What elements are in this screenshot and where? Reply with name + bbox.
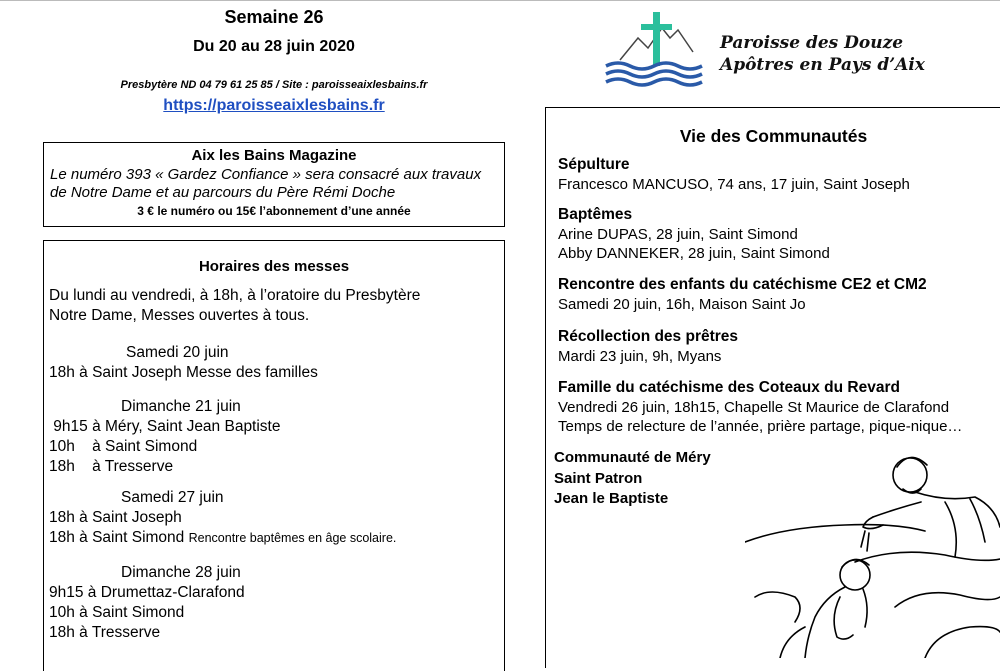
mass-schedule-title: Horaires des messes [198,258,350,275]
magazine-description: Le numéro 393 « Gardez Confiance » sera consacré aux travaux de Notre Dame et au parcours du Père Rémi Doche [50,166,482,201]
week-title: Semaine 26 [224,7,324,27]
parish-logo [598,8,703,92]
mass-entry: 18h à Tresserve [49,624,161,641]
weekday-mass-info: Du lundi au vendredi, à 18h, à l’oratoire du Presbytère [49,287,421,304]
mery-saint-patron: Saint Patron [554,470,643,487]
section-heading: Rencontre des enfants du catéchisme CE2 et CM2 [558,276,927,293]
parish-name [720,32,925,76]
section-line: Abby DANNEKER, 28 juin, Saint Simond [558,245,830,262]
weekday-mass-info-cont: Notre Dame, Messes ouvertes à tous. [49,307,310,324]
section-heading: Baptêmes [558,206,633,223]
mass-entry: 18h à Saint Joseph [49,509,182,526]
section-heading: Récollection des prêtres [558,328,739,345]
mass-entry-note: Rencontre baptêmes en âge scolaire. [188,531,397,545]
day-heading: Samedi 27 juin [121,489,224,506]
water-icon [606,63,702,85]
section-line: Arine DUPAS, 28 juin, Saint Simond [558,226,798,243]
mass-entry: 9h15 à Méry, Saint Jean Baptiste [49,418,281,435]
date-range: Du 20 au 28 juin 2020 [193,38,355,55]
section-line: Samedi 20 juin, 16h, Maison Saint Jo [558,296,806,313]
section-heading: Famille du catéchisme des Coteaux du Revard [558,379,900,396]
section-line: Vendredi 26 juin, 18h15, Chapelle St Maurice de Clarafond [558,399,950,416]
section-heading: Sépulture [558,156,630,173]
section-line: Mardi 23 juin, 9h, Myans [558,348,722,365]
mass-entry: 10h à Saint Simond [49,604,185,621]
day-heading: Samedi 20 juin [126,344,229,361]
section-line: Temps de relecture de l’année, prière partage, pique-nique… [558,418,963,435]
community-title: Vie des Communautés [679,126,868,146]
mass-entry: 10h à Saint Simond [49,438,198,455]
mery-community-heading: Communauté de Méry [554,449,711,466]
mass-entry: 9h15 à Drumettaz-Clarafond [49,584,245,601]
day-heading: Dimanche 21 juin [121,398,241,415]
mass-entry [49,529,396,547]
section-line: Francesco MANCUSO, 74 ans, 17 juin, Saint Joseph [558,176,910,193]
baptism-illustration [745,447,1000,658]
cross-icon [641,12,672,66]
top-rule [0,0,1000,1]
magazine-title: Aix les Bains Magazine [191,147,357,164]
presbytere-contact: Presbytère ND 04 79 61 25 85 / Site : paroisseaixlesbains.fr [120,79,428,91]
parish-name-line1: Paroisse des Douze [720,33,904,53]
mass-entry-text: 18h à Saint Simond [49,529,185,546]
magazine-price: 3 € le numéro ou 15€ l’abonnement d’une année [137,204,411,218]
mass-entry: 18h à Saint Joseph Messe des familles [49,364,318,381]
mass-entry: 18h à Tresserve [49,458,174,475]
parish-name-line2: Apôtres en Pays d’Aix [720,55,925,75]
day-heading: Dimanche 28 juin [121,564,241,581]
mery-patron-name: Jean le Baptiste [554,490,669,507]
website-link[interactable]: https://paroisseaixlesbains.fr [163,97,385,114]
mass-schedule-box [43,240,505,671]
magazine-box [43,142,505,227]
